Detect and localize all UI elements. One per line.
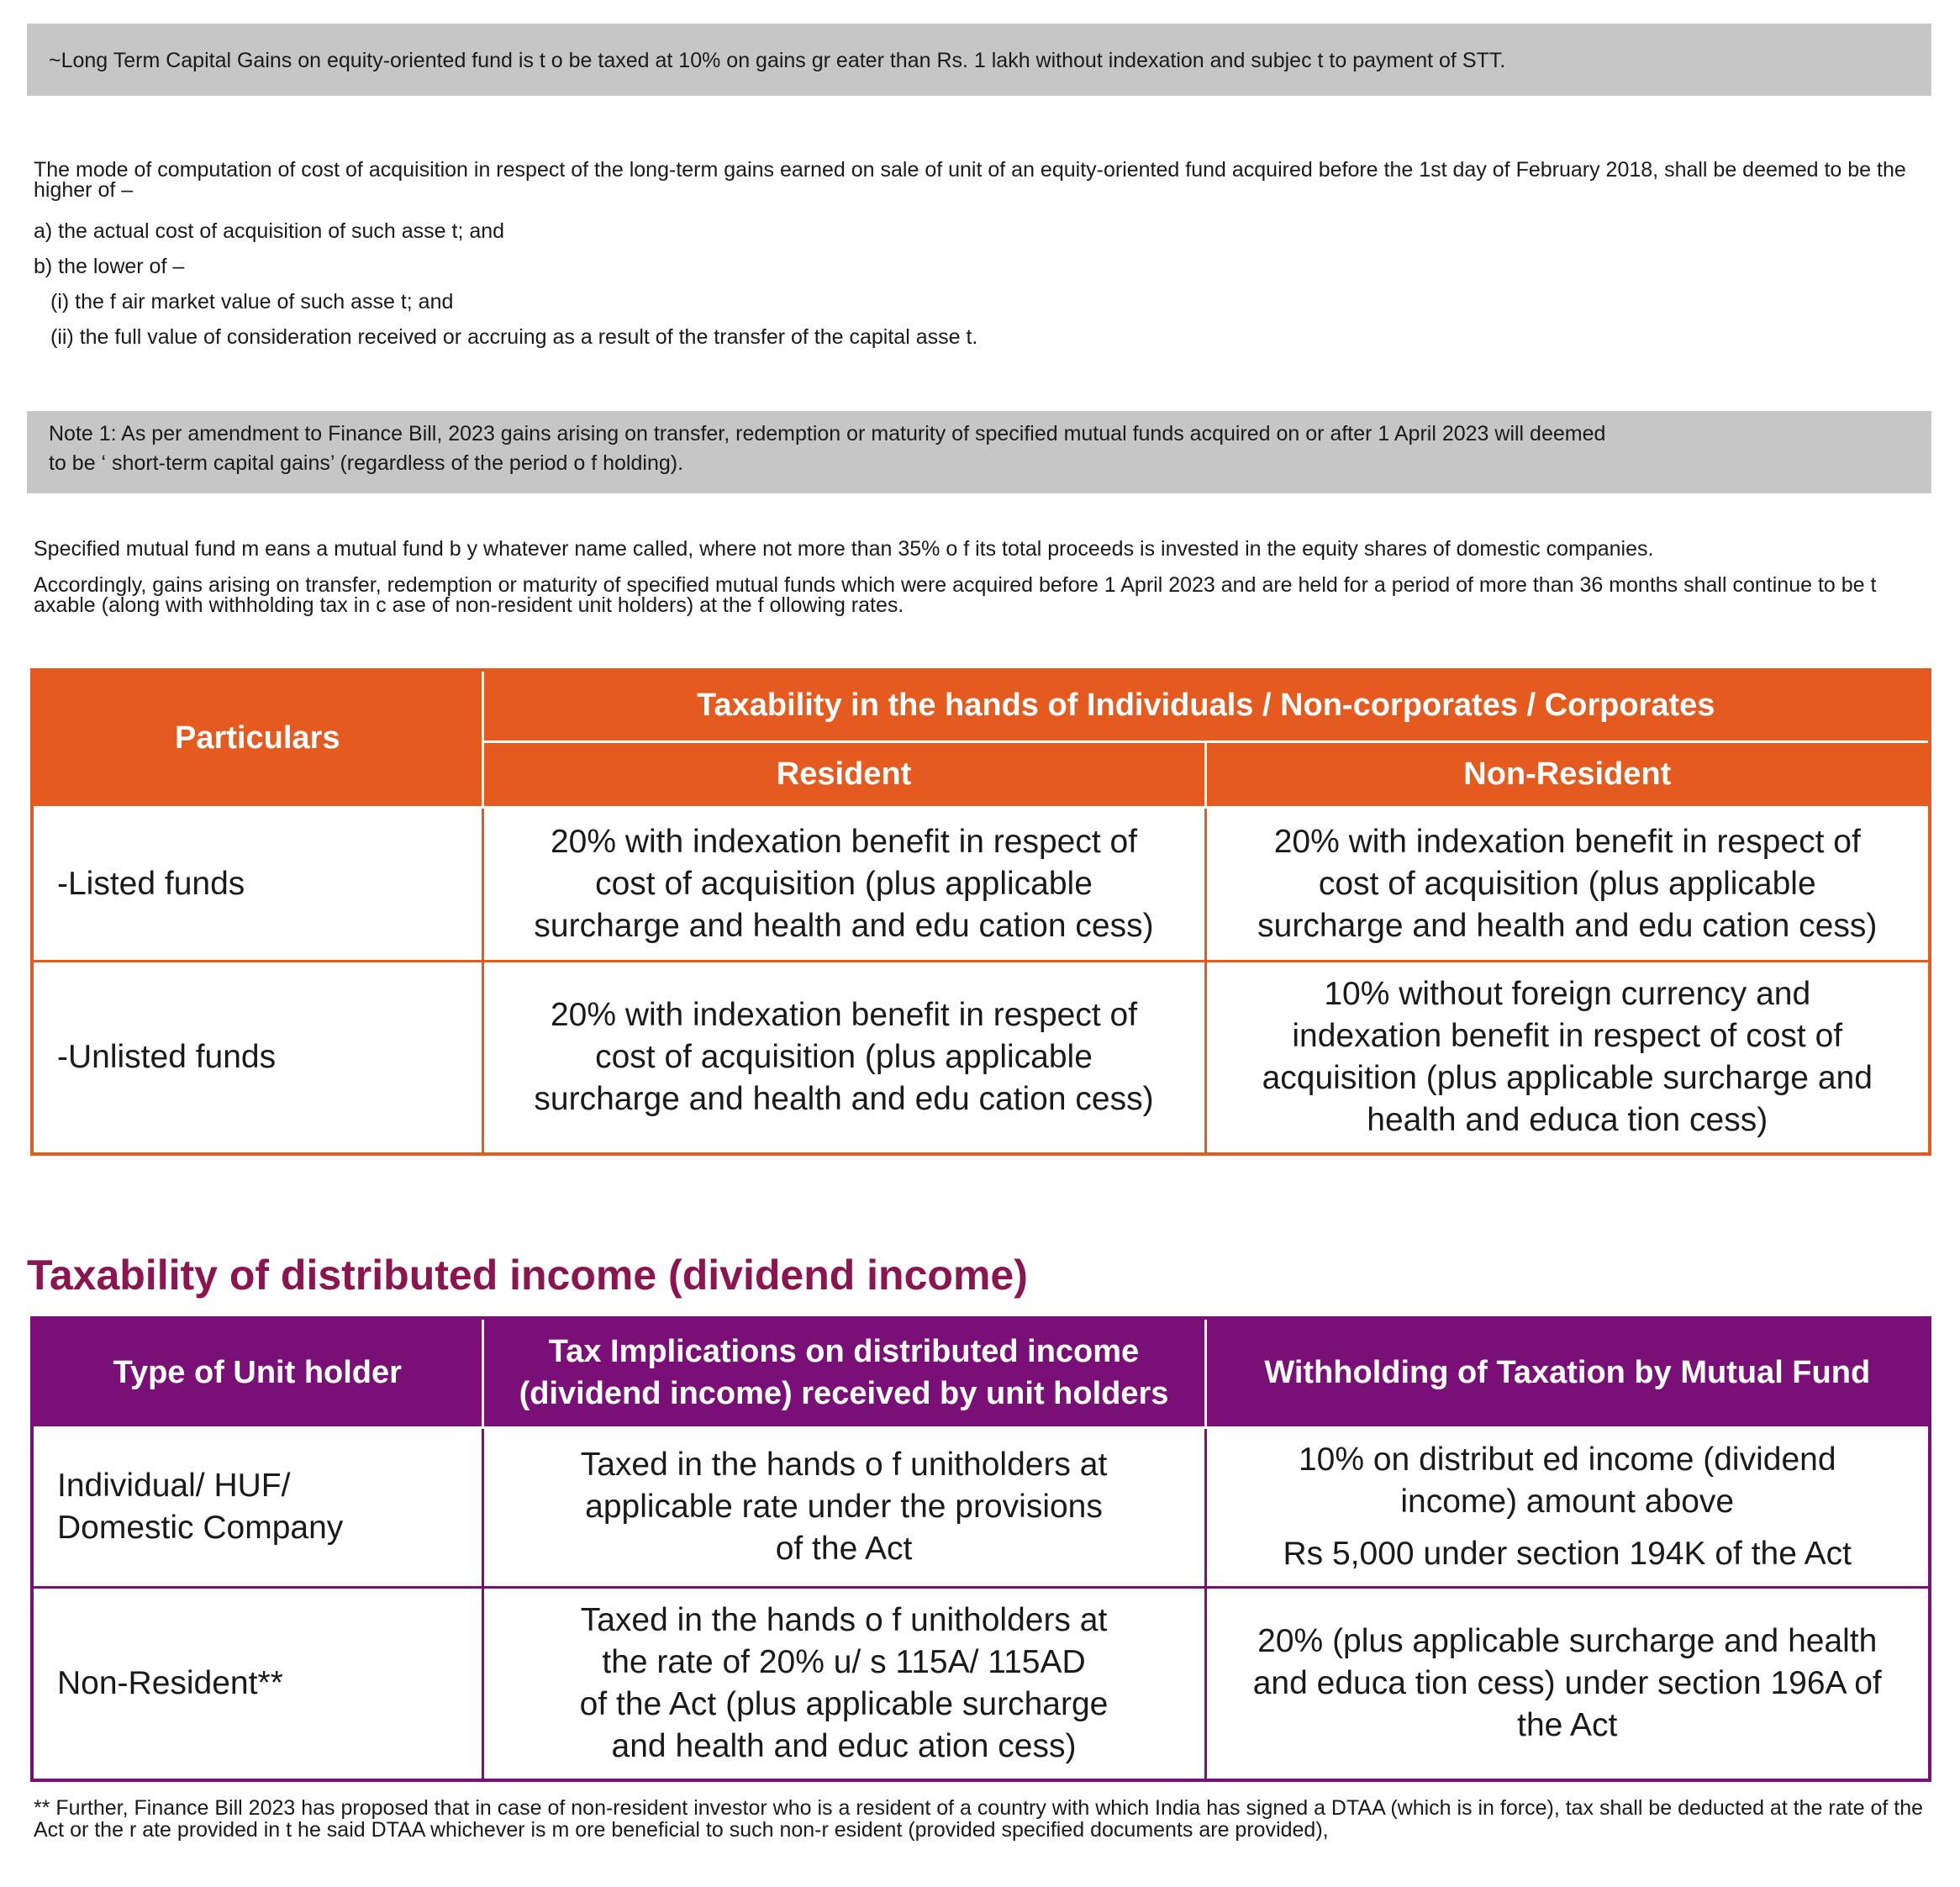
table-row bbox=[32, 807, 1930, 961]
cost-item-b-i: (i) the f air market value of such asse t; and bbox=[50, 290, 454, 314]
cell-line: indexation benefit in respect of cost of bbox=[1292, 1017, 1843, 1054]
unit-holder-type-cell bbox=[32, 1427, 482, 1587]
table-row bbox=[32, 961, 1930, 1154]
cell-line: 20% (plus applicable surcharge and health bbox=[1257, 1622, 1878, 1659]
cell-line: health and educa tion cess) bbox=[1367, 1101, 1768, 1138]
capital-gains-table bbox=[30, 668, 1931, 1156]
header-line: (dividend income) received by unit holders bbox=[519, 1376, 1169, 1412]
dividend-table bbox=[30, 1316, 1931, 1782]
cell-spacer bbox=[1224, 1523, 1912, 1533]
header-type-of-unit-holder: Type of Unit holder bbox=[32, 1318, 482, 1427]
note1-line1: Note 1: As per amendment to Finance Bill, 2023 gains arising on transfer, redemption or maturity of specified mutual funds acquired on or after 1 April 2023 will deemed bbox=[49, 422, 1606, 445]
cell-line: cost of acquisition (plus applicable bbox=[1318, 865, 1816, 902]
header-particulars: Particulars bbox=[32, 670, 482, 807]
header-line: Tax Implications on distributed income bbox=[548, 1334, 1140, 1370]
cost-item-a: a) the actual cost of acquisition of such asse t; and bbox=[34, 219, 505, 243]
note1-box bbox=[27, 411, 1931, 493]
cell-line: Taxed in the hands o f unitholders at bbox=[580, 1601, 1108, 1638]
particular-cell: -Listed funds bbox=[32, 807, 482, 961]
table-row bbox=[32, 1587, 1930, 1780]
header-resident: Resident bbox=[482, 741, 1205, 807]
ltcg-note-box bbox=[27, 24, 1931, 96]
cost-item-b: b) the lower of – bbox=[34, 255, 185, 278]
cell-line: acquisition (plus applicable surcharge and bbox=[1262, 1059, 1873, 1096]
cell-line: cost of acquisition (plus applicable bbox=[595, 1038, 1093, 1075]
cell-line: Domestic Company bbox=[57, 1510, 344, 1546]
non-resident-cell bbox=[1205, 807, 1930, 961]
tax-implications-cell bbox=[482, 1587, 1205, 1780]
cell-line: and health and educ ation cess) bbox=[611, 1727, 1077, 1764]
specified-fund-definition: Specified mutual fund m eans a mutual fund b y whatever name called, where not more than 35% o f its total proceeds is invested in the equity shares of domestic companies. bbox=[34, 537, 1654, 561]
cell-line: of the Act bbox=[775, 1531, 913, 1567]
tax-implications-cell bbox=[482, 1427, 1205, 1587]
unit-holder-type-cell: Non-Resident** bbox=[32, 1587, 482, 1780]
cell-line: Individual/ HUF/ bbox=[57, 1468, 291, 1504]
cell-line: of the Act (plus applicable surcharge bbox=[579, 1685, 1109, 1722]
cost-computation-intro: The mode of computation of cost of acquisition in respect of the long-term gains earned on sale of unit of an equity-oriented fund acquired before the 1st day of February 2018, shall be deemed to be the higher of – bbox=[34, 158, 1906, 202]
cell-line: 20% with indexation benefit in respect of bbox=[550, 996, 1138, 1033]
header-withholding: Withholding of Taxation by Mutual Fund bbox=[1205, 1318, 1930, 1427]
resident-cell bbox=[482, 807, 1205, 961]
cell-line: and educa tion cess) under section 196A of bbox=[1252, 1664, 1882, 1701]
cell-line: applicable rate under the provisions bbox=[585, 1489, 1103, 1525]
header-non-resident: Non-Resident bbox=[1205, 741, 1930, 807]
cell-line: 20% with indexation benefit in respect of bbox=[550, 823, 1138, 860]
cell-line: 10% without foreign currency and bbox=[1324, 975, 1811, 1012]
note1-line2: to be ‘ short-term capital gains’ (regardless of the period o f holding). bbox=[49, 451, 684, 475]
header-tax-implications bbox=[482, 1318, 1205, 1427]
resident-cell bbox=[482, 961, 1205, 1154]
cell-line: Taxed in the hands o f unitholders at bbox=[580, 1447, 1108, 1483]
cell-line: cost of acquisition (plus applicable bbox=[595, 865, 1093, 902]
table-row bbox=[32, 1427, 1930, 1587]
cost-item-b-ii: (ii) the full value of consideration received or accruing as a result of the transfer of the capital asse t. bbox=[50, 325, 978, 349]
cell-line: surcharge and health and edu cation cess) bbox=[1257, 907, 1878, 944]
ltcg-note-text: ~Long Term Capital Gains on equity-oriented fund is t o be taxed at 10% on gains gr eater than Rs. 1 lakh without indexation and subjec t to payment of STT. bbox=[49, 49, 1506, 72]
withholding-cell bbox=[1205, 1587, 1930, 1780]
withholding-cell bbox=[1205, 1427, 1930, 1587]
cell-line: 20% with indexation benefit in respect of bbox=[1273, 823, 1861, 860]
cell-line: 10% on distribut ed income (dividend bbox=[1298, 1442, 1836, 1478]
cell-line: income) amount above bbox=[1400, 1484, 1735, 1520]
non-resident-cell bbox=[1205, 961, 1930, 1154]
footnote: ** Further, Finance Bill 2023 has proposed that in case of non-resident investor who is a resident of a country with which India has signed a DTAA (which is in force), tax shall be deducted at the rate of the Act or the r ate provided in t he said DTAA whichever is m ore beneficial to such non-r esident (provided specified documents are provided), bbox=[34, 1796, 1923, 1842]
cell-line: the Act bbox=[1517, 1706, 1618, 1743]
dividend-section-title: Taxability of distributed income (dividend income) bbox=[27, 1252, 1028, 1299]
header-taxability-group: Taxability in the hands of Individuals / Non-corporates / Corporates bbox=[482, 670, 1930, 741]
particular-cell: -Unlisted funds bbox=[32, 961, 482, 1154]
specified-fund-accordingly: Accordingly, gains arising on transfer, redemption or maturity of specified mutual funds which were acquired before 1 April 2023 and are held for a period of more than 36 months shall continue to be t axable (along with withholding tax in c ase of non-resident unit holders) at the f ollowing rates. bbox=[34, 573, 1877, 617]
cell-line: the rate of 20% u/ s 115A/ 115AD bbox=[602, 1643, 1086, 1680]
cell-line: Rs 5,000 under section 194K of the Act bbox=[1283, 1536, 1852, 1572]
cell-line: surcharge and health and edu cation cess) bbox=[534, 1080, 1154, 1117]
cell-line: surcharge and health and edu cation cess) bbox=[534, 907, 1154, 944]
